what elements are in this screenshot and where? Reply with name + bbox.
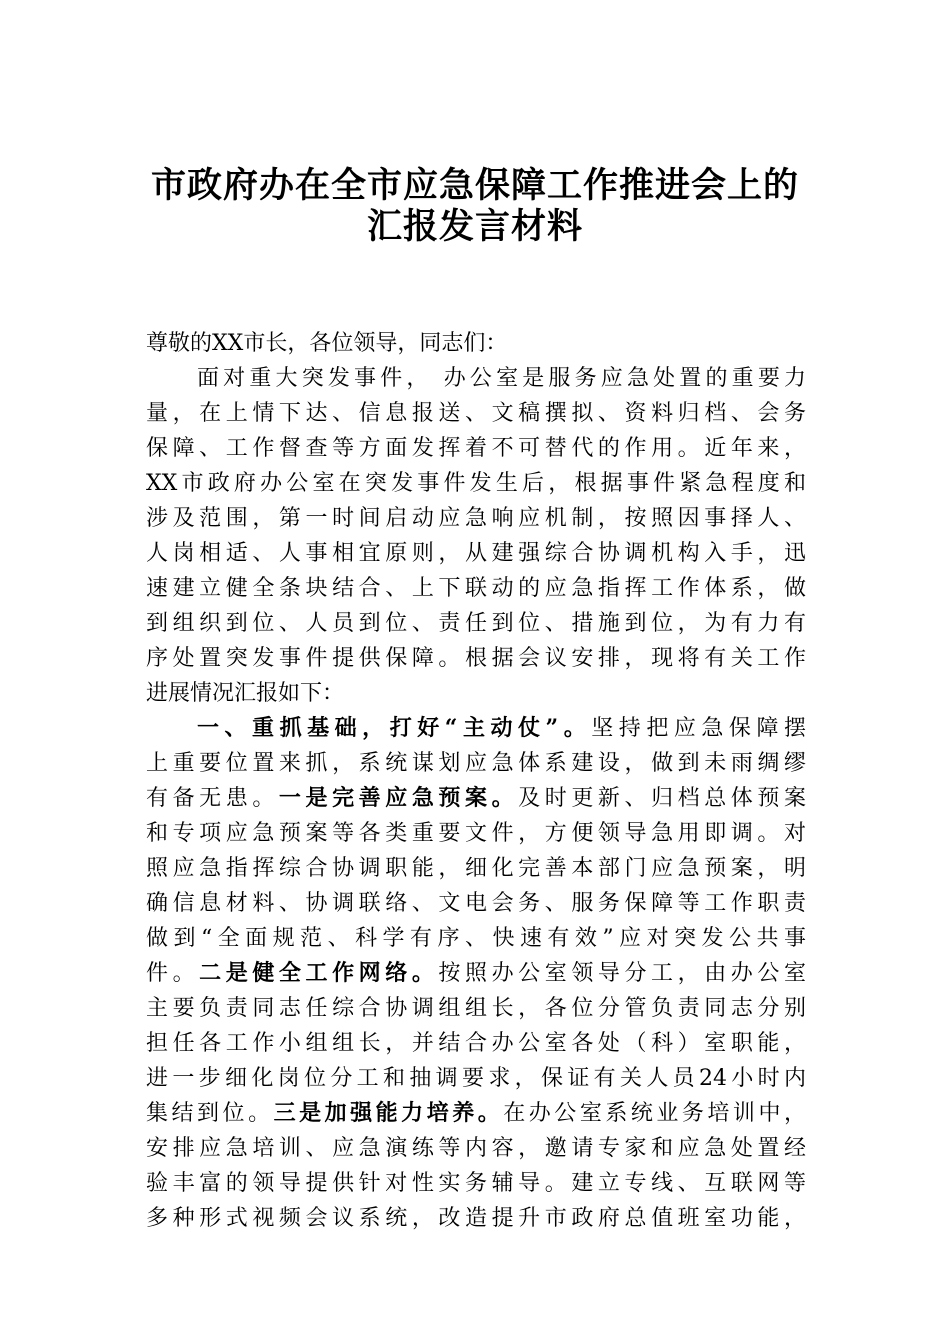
body-line: 和专项应急预案等各类重要文件，方便领导急用即调。对 — [146, 821, 806, 846]
body-line: 人岗相适、人事相宜原则，从建强综合协调机构入手，迅 — [146, 541, 806, 566]
body-line: 量，在上情下达、信息报送、文稿撰拟、资料归档、会务 — [146, 401, 806, 426]
salutation: 尊敬的XX市长，各位领导，同志们： — [146, 331, 508, 356]
document-body — [146, 326, 806, 1236]
body-line: 担任各工作小组组长，并结合办公室各处（科）室职能， — [146, 1031, 806, 1056]
body-line: 涉及范围，第一时间启动应急响应机制，按照因事择人、 — [146, 506, 806, 531]
body-text: 有备无患。 — [146, 786, 279, 811]
body-line — [146, 1096, 806, 1131]
paragraph-intro — [146, 361, 806, 711]
body-line — [146, 711, 806, 746]
body-text: 件。 — [146, 961, 200, 986]
body-line: 做到“全面规范、科学有序、快速有效”应对突发公共事 — [146, 926, 806, 951]
body-line — [146, 781, 806, 816]
paragraph-section-one — [146, 711, 806, 1236]
body-line: 序处置突发事件提供保障。根据会议安排，现将有关工作 — [146, 646, 806, 671]
subsection-heading: 二是健全工作网络。 — [199, 960, 439, 986]
body-text: 坚持把应急保障摆 — [591, 716, 806, 741]
body-line: 保障、工作督查等方面发挥着不可替代的作用。近年来， — [146, 436, 806, 461]
body-line: 到组织到位、人员到位、责任到位、措施到位，为有力有 — [146, 611, 806, 636]
body-line: 主要负责同志任综合协调组组长，各位分管负责同志分别 — [146, 996, 806, 1021]
body-line: 进一步细化岗位分工和抽调要求，保证有关人员24小时内 — [146, 1066, 806, 1091]
body-line: 验丰富的领导提供针对性实务辅导。建立专线、互联网等 — [146, 1171, 806, 1196]
body-line: 进展情况汇报如下： — [146, 681, 345, 706]
body-line: XX市政府办公室在突发事件发生后，根据事件紧急程度和 — [146, 471, 806, 496]
body-text: 在办公室系统业务培训中， — [503, 1101, 806, 1126]
body-line: 确信息材料、协调联络、文电会务、服务保障等工作职责 — [146, 891, 806, 916]
body-line: 上重要位置来抓，系统谋划应急体系建设，做到未雨绸缪 — [146, 751, 806, 776]
subsection-heading: 三是加强能力培养。 — [273, 1100, 504, 1126]
document-title-line-1: 市政府办在全市应急保障工作推进会上的 — [150, 165, 799, 206]
body-line: 照应急指挥综合协调职能，细化完善本部门应急预案，明 — [146, 856, 806, 881]
section-heading: 一、重抓基础，打好“主动仗”。 — [197, 715, 592, 741]
document-title-line-2: 汇报发言材料 — [366, 206, 583, 247]
body-line — [146, 956, 806, 991]
subsection-heading: 一是完善应急预案。 — [278, 785, 519, 811]
body-text: 按照办公室领导分工，由办公室 — [438, 961, 806, 986]
body-text: 及时更新、归档总体预案 — [518, 786, 806, 811]
body-text: 集结到位。 — [146, 1101, 274, 1126]
body-line: 面对重大突发事件， 办公室是服务应急处置的重要力 — [197, 366, 806, 391]
body-line: 多种形式视频会议系统，改造提升市政府总值班室功能， — [146, 1206, 806, 1231]
body-line: 速建立健全条块结合、上下联动的应急指挥工作体系，做 — [146, 576, 806, 601]
body-line: 安排应急培训、应急演练等内容，邀请专家和应急处置经 — [146, 1136, 806, 1161]
